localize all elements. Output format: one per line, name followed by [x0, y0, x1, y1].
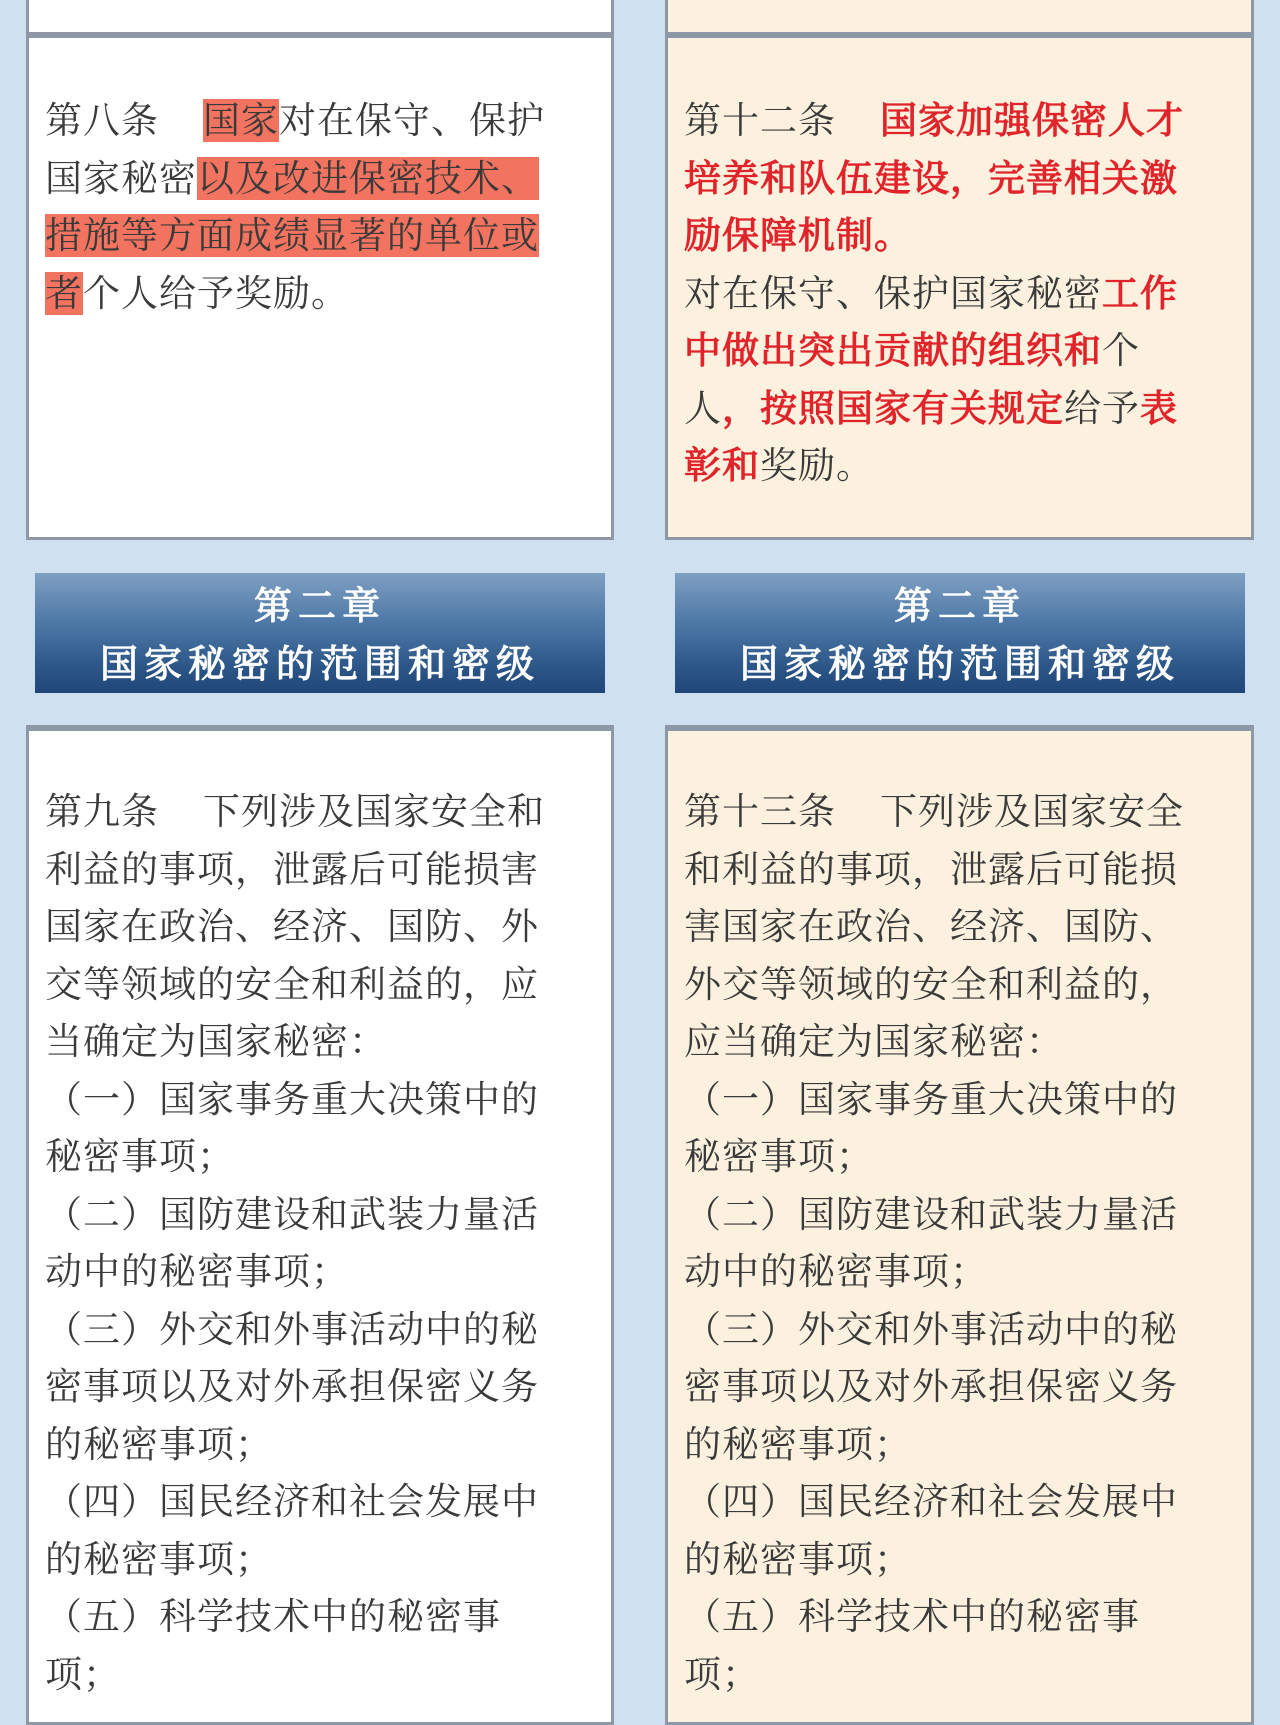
chapter-header-left [35, 573, 605, 693]
article-9-item: （四）国民经济和社会发展中的秘密事项； [45, 1480, 539, 1581]
article-8-highlight-2: 以及改进保密技术、措施等方面成绩显著的单位或者 [45, 156, 539, 315]
article-8-label: 第八条 [45, 99, 159, 142]
article-12-text-4: 奖励。 [760, 444, 874, 487]
article-13-label: 第十三条 [684, 790, 836, 833]
article-8-text-1: 对在保守、保护国家秘密 [45, 99, 545, 200]
chapter-number: 第二章 [893, 584, 1026, 628]
article-8-text [45, 92, 575, 322]
article-9-item: （二）国防建设和武装力量活动中的秘密事项； [45, 1192, 539, 1293]
article-12-panel [665, 32, 1254, 540]
article-13-text [684, 783, 1214, 1703]
article-13-item: （一）国家事务重大决策中的秘密事项； [684, 1077, 1178, 1178]
article-12-text-1: 对在保守、保护国家秘密 [684, 271, 1102, 315]
article-12-red-1: 国家加强保密人才培养和队伍建设，完善相关激励保障机制。 [684, 99, 1184, 257]
article-13-item: （二）国防建设和武装力量活动中的秘密事项； [684, 1192, 1178, 1293]
article-12-text-3: 给予 [1064, 386, 1140, 430]
article-8-text-2: 个人给予奖励。 [83, 271, 349, 315]
article-12-text [684, 92, 1214, 495]
chapter-header-right [675, 573, 1245, 693]
article-9-intro: 下列涉及国家安全和利益的事项，泄露后可能损害国家在政治、经济、国防、外交等领域的安全和利益的，应当确定为国家秘密： [45, 790, 545, 1063]
article-12-red-4: 表彰和 [684, 386, 1178, 487]
article-9-item: （三）外交和外事活动中的秘密事项以及对外承担保密义务的秘密事项； [45, 1307, 539, 1466]
article-9-item: （五）科学技术中的秘密事项； [45, 1595, 501, 1696]
article-13-item: （三）外交和外事活动中的秘密事项以及对外承担保密义务的秘密事项； [684, 1307, 1178, 1466]
article-13-item: （五）科学技术中的秘密事项； [684, 1595, 1140, 1696]
article-8-panel [26, 32, 614, 540]
article-9-item: （一）国家事务重大决策中的秘密事项； [45, 1077, 539, 1178]
article-8-highlight-1: 国家 [203, 99, 279, 142]
article-13-item: （四）国民经济和社会发展中的秘密事项； [684, 1480, 1178, 1581]
article-12-text-2: 个人 [684, 329, 1140, 430]
article-12-red-2: 工作中做出突出贡献的组织和 [684, 271, 1178, 372]
chapter-title: 国家秘密的范围和密级 [739, 642, 1180, 686]
previous-panel-right [665, 0, 1254, 34]
chapter-title: 国家秘密的范围和密级 [99, 642, 540, 686]
article-9-panel [26, 725, 614, 1725]
article-9-text [45, 783, 575, 1703]
article-12-label: 第十二条 [684, 99, 836, 142]
article-9-label: 第九条 [45, 790, 159, 833]
article-13-panel [665, 725, 1254, 1725]
chapter-number: 第二章 [253, 584, 386, 628]
article-13-intro: 下列涉及国家安全和利益的事项，泄露后可能损害国家在政治、经济、国防、外交等领域的安全和利益的，应当确定为国家秘密： [684, 790, 1184, 1063]
article-12-red-3: ，按照国家有关规定 [722, 386, 1064, 430]
previous-panel-left [26, 0, 614, 34]
